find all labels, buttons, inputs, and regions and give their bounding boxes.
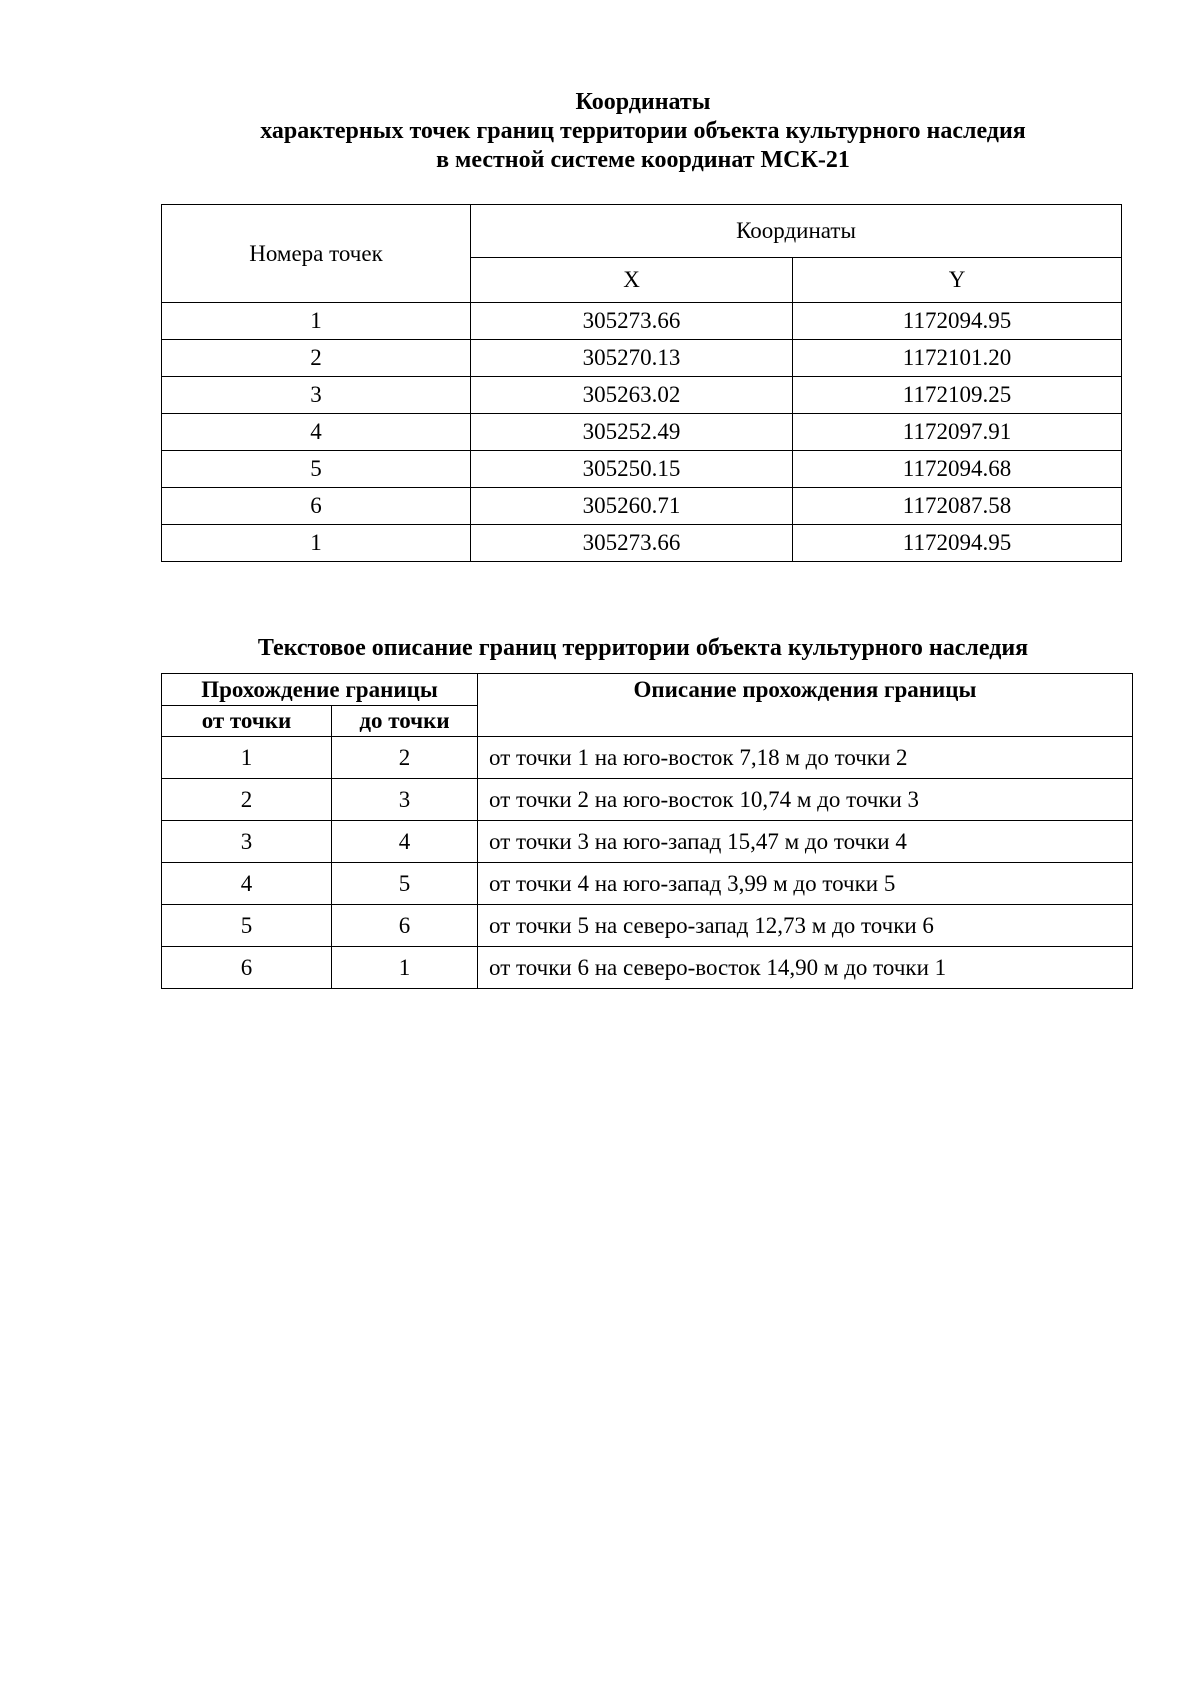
table-row (162, 863, 1133, 905)
to-point-cell: 1 (332, 947, 478, 989)
coordinates-table (161, 204, 1122, 562)
x-coordinate-cell: 305250.15 (471, 451, 793, 488)
description-cell: от точки 2 на юго-восток 10,74 м до точки 3 (478, 779, 1133, 821)
table-row (162, 303, 1122, 340)
to-point-cell: 6 (332, 905, 478, 947)
description-cell: от точки 6 на северо-восток 14,90 м до точки 1 (478, 947, 1133, 989)
point-number-cell: 6 (162, 488, 471, 525)
coordinates-table-body (162, 303, 1122, 562)
y-coordinate-cell: 1172094.95 (793, 525, 1122, 562)
y-coordinate-cell: 1172109.25 (793, 377, 1122, 414)
table-row (162, 340, 1122, 377)
y-coordinate-cell: 1172097.91 (793, 414, 1122, 451)
x-column-header: X (471, 258, 793, 303)
y-column-header: Y (793, 258, 1122, 303)
table-row (162, 451, 1122, 488)
document-title (160, 88, 1126, 175)
to-point-cell: 2 (332, 737, 478, 779)
from-point-cell: 5 (162, 905, 332, 947)
passage-column-header: Прохождение границы (162, 674, 478, 706)
from-point-cell: 1 (162, 737, 332, 779)
description-cell: от точки 5 на северо-запад 12,73 м до точки 6 (478, 905, 1133, 947)
x-coordinate-cell: 305273.66 (471, 303, 793, 340)
table-row (162, 525, 1122, 562)
y-coordinate-cell: 1172087.58 (793, 488, 1122, 525)
from-point-cell: 2 (162, 779, 332, 821)
table-row (162, 414, 1122, 451)
from-point-cell: 3 (162, 821, 332, 863)
to-point-column-header: до точки (332, 706, 478, 737)
table-row (162, 905, 1133, 947)
table-row (162, 377, 1122, 414)
point-number-cell: 5 (162, 451, 471, 488)
point-number-cell: 4 (162, 414, 471, 451)
description-cell: от точки 3 на юго-запад 15,47 м до точки 4 (478, 821, 1133, 863)
title-line-2: характерных точек границ территории объекта культурного наследия (260, 118, 1026, 144)
point-number-cell: 3 (162, 377, 471, 414)
y-coordinate-cell: 1172101.20 (793, 340, 1122, 377)
description-column-header: Описание прохождения границы (478, 674, 1133, 737)
coordinates-column-header: Координаты (471, 205, 1122, 258)
x-coordinate-cell: 305252.49 (471, 414, 793, 451)
description-header-row (162, 674, 1133, 706)
table-row (162, 488, 1122, 525)
point-number-cell: 1 (162, 525, 471, 562)
description-title: Текстовое описание границ территории объекта культурного наследия (257, 635, 1029, 661)
description-table-body (162, 737, 1133, 989)
from-point-column-header: от точки (162, 706, 332, 737)
x-coordinate-cell: 305260.71 (471, 488, 793, 525)
from-point-cell: 6 (162, 947, 332, 989)
boundary-description-table (161, 673, 1133, 989)
points-column-header: Номера точек (162, 205, 471, 303)
point-number-cell: 2 (162, 340, 471, 377)
from-point-cell: 4 (162, 863, 332, 905)
y-coordinate-cell: 1172094.68 (793, 451, 1122, 488)
x-coordinate-cell: 305270.13 (471, 340, 793, 377)
table-row (162, 737, 1133, 779)
coordinates-header-row (162, 205, 1122, 258)
y-coordinate-cell: 1172094.95 (793, 303, 1122, 340)
to-point-cell: 3 (332, 779, 478, 821)
point-number-cell: 1 (162, 303, 471, 340)
title-line-1: Координаты (575, 89, 711, 115)
x-coordinate-cell: 305263.02 (471, 377, 793, 414)
table-row (162, 947, 1133, 989)
to-point-cell: 5 (332, 863, 478, 905)
table-row (162, 779, 1133, 821)
x-coordinate-cell: 305273.66 (471, 525, 793, 562)
description-cell: от точки 1 на юго-восток 7,18 м до точки 2 (478, 737, 1133, 779)
table-row (162, 821, 1133, 863)
to-point-cell: 4 (332, 821, 478, 863)
title-line-3: в местной системе координат МСК-21 (436, 147, 850, 173)
description-cell: от точки 4 на юго-запад 3,99 м до точки 5 (478, 863, 1133, 905)
